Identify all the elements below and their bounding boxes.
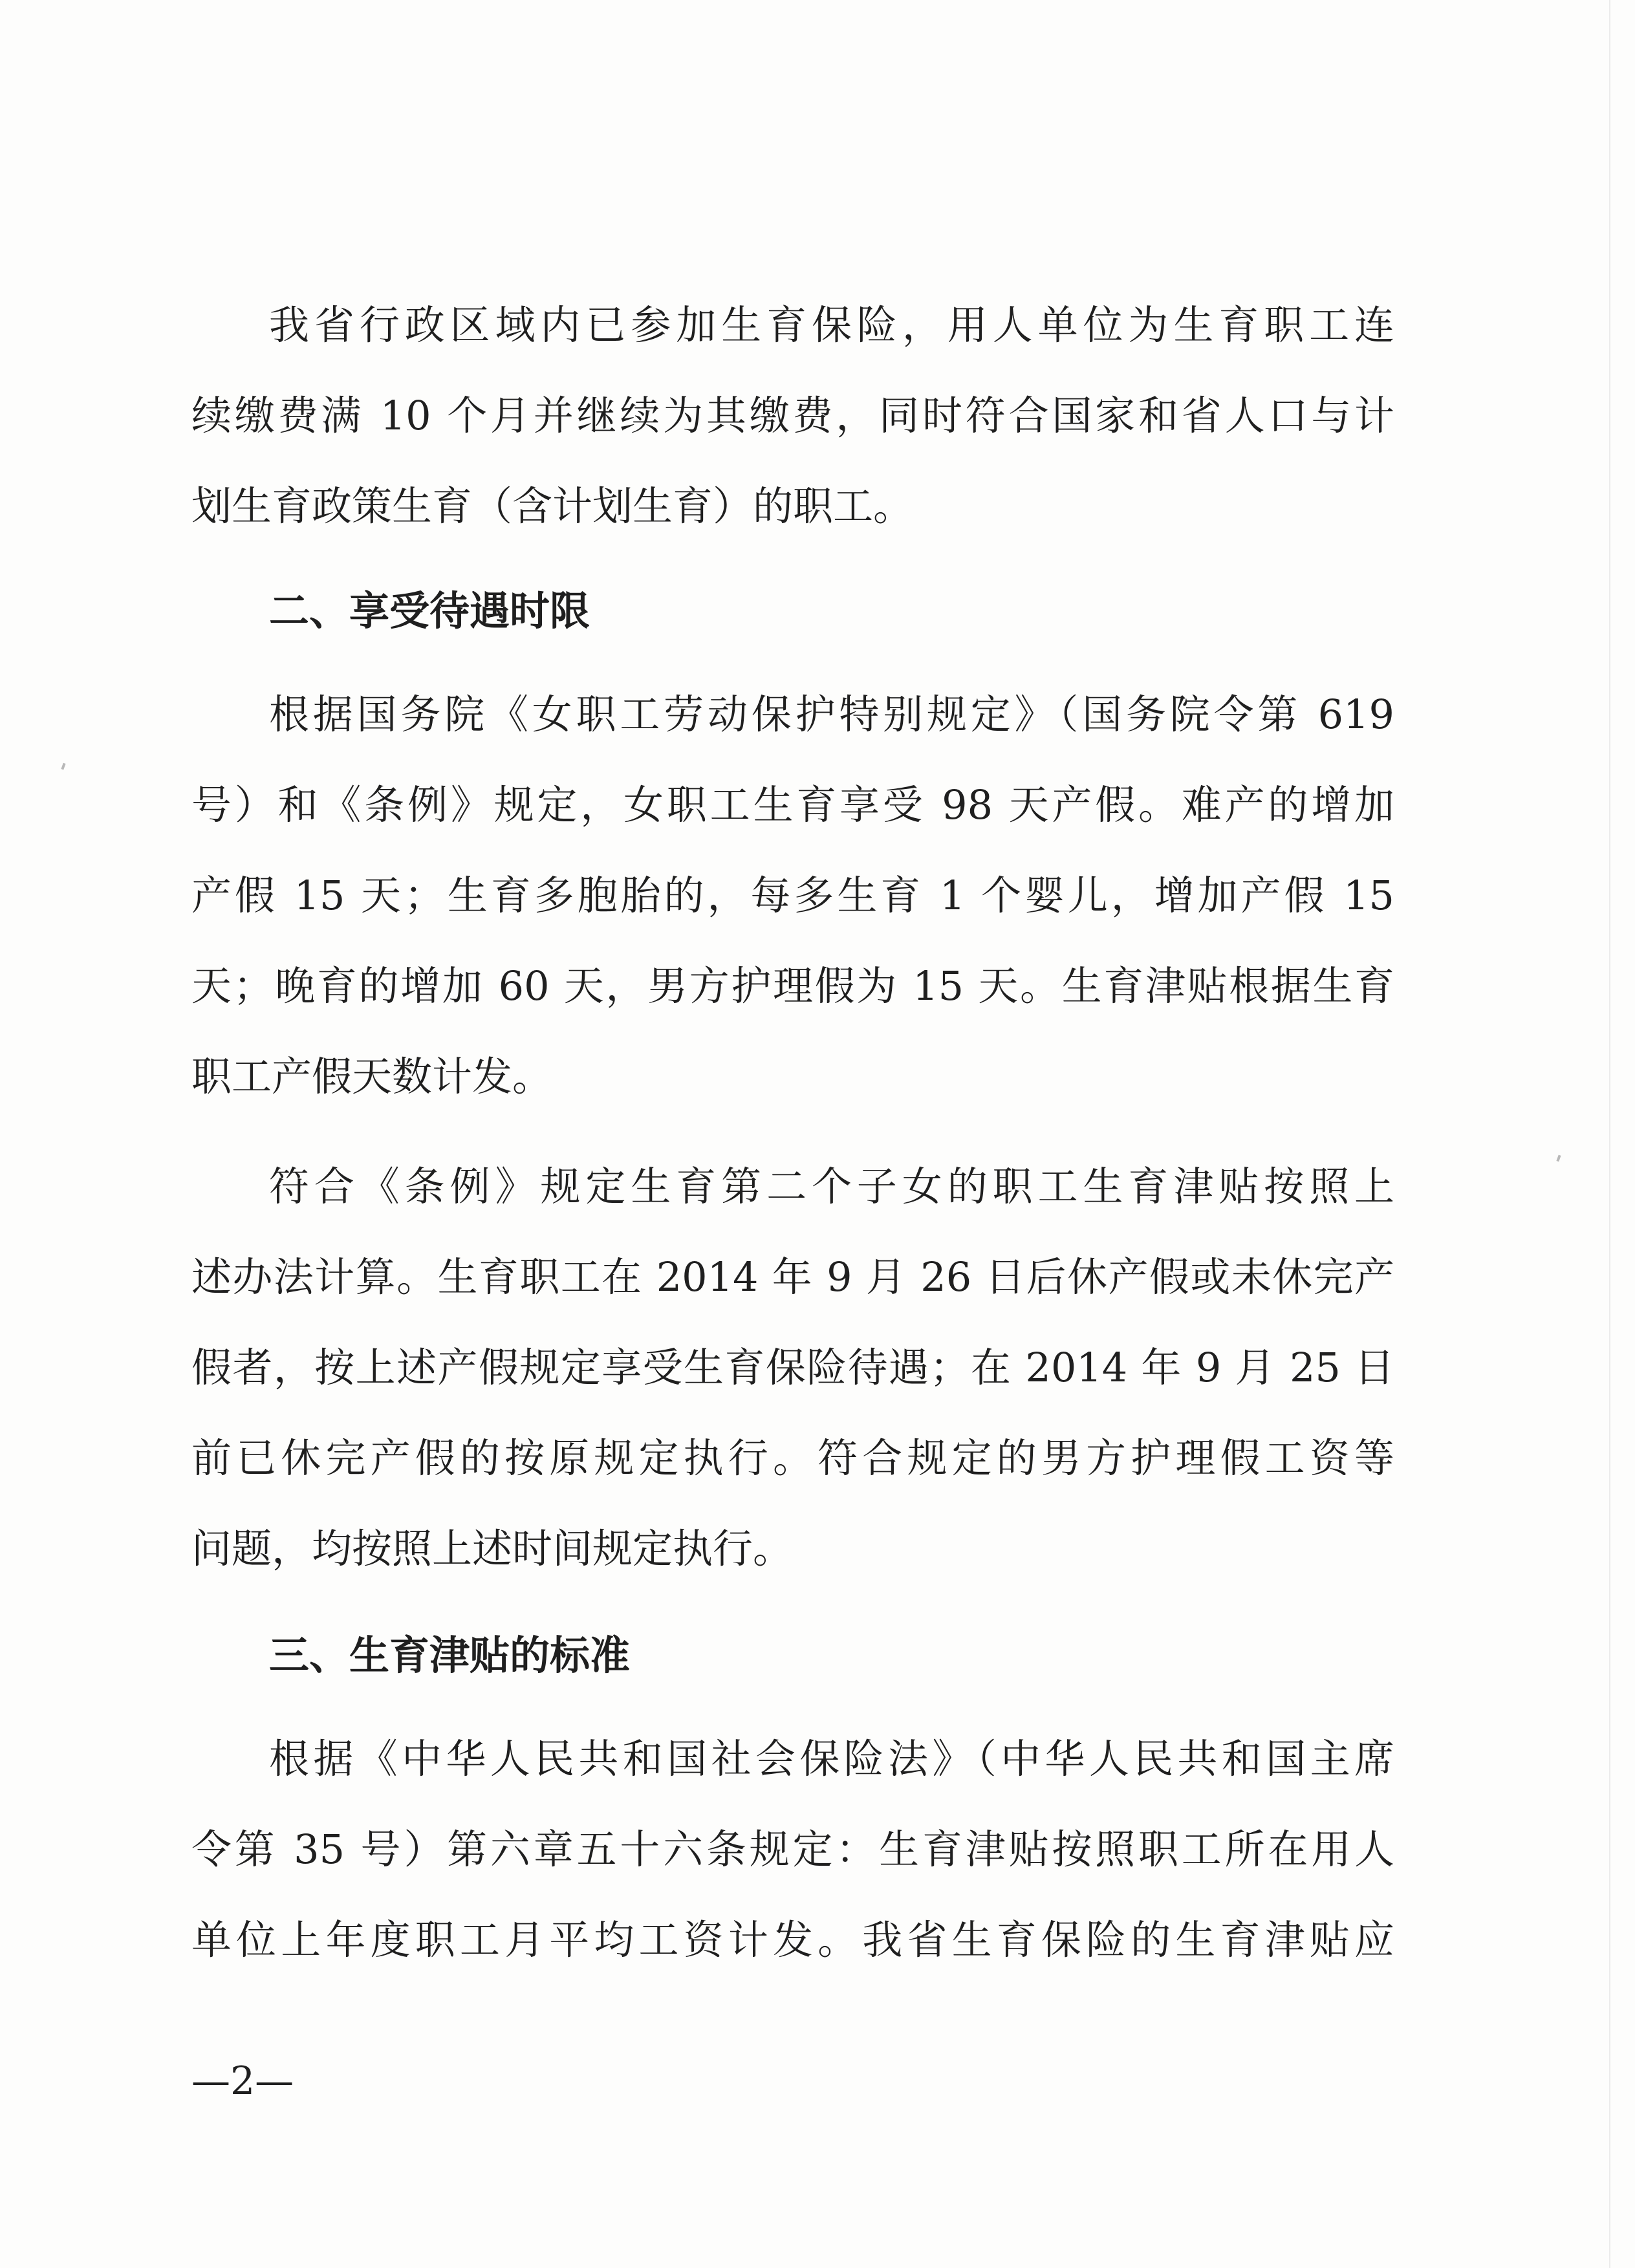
paragraph-line: 令第 35 号）第六章五十六条规定：生育津贴按照职工所在用人 [191, 1826, 1394, 1873]
paragraph-line: 前已休完产假的按原规定执行。符合规定的男方护理假工资等 [191, 1434, 1394, 1482]
paragraph-line: 号）和《条例》规定，女职工生育享受 98 天产假。难产的增加 [191, 781, 1394, 828]
paragraph-line: 根据国务院《女职工劳动保护特别规定》（国务院令第 619 [269, 691, 1394, 738]
paragraph-line: 假者，按上述产假规定享受生育保险待遇；在 2014 年 9 月 25 日 [191, 1344, 1394, 1391]
paragraph-line: 单位上年度职工月平均工资计发。我省生育保险的生育津贴应 [191, 1916, 1394, 1963]
paragraph-line: 天；晚育的增加 60 天，男方护理假为 15 天。生育津贴根据生育 [191, 962, 1394, 1010]
scan-speck [1556, 1155, 1561, 1162]
paragraph-line: 我省行政区域内已参加生育保险，用人单位为生育职工连 [269, 301, 1394, 349]
paragraph-line: 续缴费满 10 个月并继续为其缴费，同时符合国家和省人口与计 [191, 392, 1394, 439]
paragraph-line: 符合《条例》规定生育第二个子女的职工生育津贴按照上 [269, 1163, 1394, 1210]
paragraph-line: 问题，均按照上述时间规定执行。 [191, 1525, 794, 1572]
paragraph-line: 职工产假天数计发。 [191, 1053, 553, 1100]
paragraph-line: 产假 15 天；生育多胞胎的，每多生育 1 个婴儿，增加产假 15 [191, 872, 1394, 919]
paragraph-line: 述办法计算。生育职工在 2014 年 9 月 26 日后休产假或未休完产 [191, 1253, 1394, 1301]
paragraph-line: 划生育政策生育（含计划生育）的职工。 [191, 482, 914, 530]
paragraph-line: 根据《中华人民共和国社会保险法》（中华人民共和国主席 [269, 1735, 1394, 1782]
page-number: —2— [191, 2058, 294, 2104]
scan-edge-shadow [1609, 0, 1610, 2268]
section-heading: 二、享受待遇时限 [269, 587, 590, 634]
scan-speck [61, 763, 65, 770]
section-heading: 三、生育津贴的标准 [269, 1632, 631, 1679]
